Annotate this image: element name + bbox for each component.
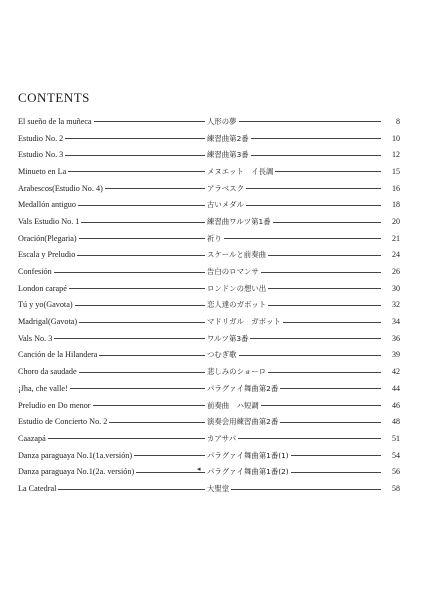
spanish-title: Canción de la Hilandera: [18, 350, 98, 360]
page-number: 42: [381, 367, 400, 376]
japanese-title: パラグァイ舞曲第2番: [207, 383, 279, 393]
japanese-title: ワルツ第3番: [207, 333, 249, 343]
spanish-title: Vals Estudio No. 1: [18, 216, 80, 226]
page-number: 58: [381, 484, 400, 493]
japanese-title: 練習曲第2番: [207, 133, 249, 143]
toc-entry[interactable]: [18, 430, 400, 447]
page-number: 21: [381, 234, 400, 243]
toc-entry[interactable]: [18, 447, 400, 464]
spanish-title: El sueño de la muñeca: [18, 116, 92, 126]
page-number: 48: [381, 417, 400, 426]
page-number: 18: [381, 200, 400, 209]
page-number: 39: [381, 350, 400, 359]
toc-entry[interactable]: [18, 397, 400, 414]
toc-entry[interactable]: [18, 297, 400, 314]
japanese-title: アラベスク: [207, 183, 244, 193]
japanese-title: 演奏会用練習曲第2番: [207, 417, 279, 427]
toc-entry[interactable]: [18, 213, 400, 230]
japanese-title: 大聖堂: [207, 483, 230, 493]
japanese-title: 練習曲第3番: [207, 150, 249, 160]
japanese-title: つむぎ歌: [207, 350, 237, 360]
toc-entry[interactable]: [18, 130, 400, 147]
toc-entry[interactable]: [18, 113, 400, 130]
toc-entry[interactable]: [18, 230, 400, 247]
page-number: 26: [381, 267, 400, 276]
toc-entry[interactable]: [18, 263, 400, 280]
page-number: 54: [381, 451, 400, 460]
page-number: 44: [381, 384, 400, 393]
japanese-title: マドリガル ガボット: [207, 317, 281, 327]
toc-entry[interactable]: [18, 196, 400, 213]
japanese-title: 古いメダル: [207, 200, 244, 210]
page-number: 20: [381, 217, 400, 226]
toc-entry[interactable]: [18, 463, 400, 480]
spanish-title: Estudio de Concierto No. 2: [18, 417, 108, 427]
toc-entry[interactable]: [18, 163, 400, 180]
toc-entry[interactable]: [18, 180, 400, 197]
table-of-contents: [18, 113, 400, 497]
spanish-title: Danza paraguaya No.1(2a. versión): [18, 467, 135, 477]
spanish-title: Danza paraguaya No.1(1a.versión): [18, 450, 133, 460]
page-number: 51: [381, 434, 400, 443]
spanish-title: Caazapá: [18, 433, 46, 443]
page-number: 10: [381, 134, 400, 143]
toc-entry[interactable]: [18, 247, 400, 264]
toc-entry[interactable]: [18, 313, 400, 330]
spanish-title: Madrigal(Gavota): [18, 317, 78, 327]
spanish-title: La Catedral: [18, 483, 57, 493]
spanish-title: Arabescos(Estudio No. 4): [18, 183, 103, 193]
japanese-title: スケールと前奏曲: [207, 250, 266, 260]
toc-entry[interactable]: [18, 380, 400, 397]
spanish-title: Escala y Preludio: [18, 250, 76, 260]
spanish-title: Minueto en La: [18, 166, 67, 176]
spanish-title: London carapé: [18, 283, 67, 293]
page-number: 16: [381, 184, 400, 193]
spanish-title: Vals No. 3: [18, 333, 53, 343]
spanish-title: Oración(Plegaria): [18, 233, 77, 243]
spanish-title: Confesión: [18, 267, 52, 277]
spanish-title: Medallón antiguo: [18, 200, 76, 210]
toc-entry[interactable]: [18, 330, 400, 347]
japanese-title: ◂ パラグァイ舞曲第1番(2): [205, 466, 291, 477]
japanese-title: 告白のロマンサ: [207, 267, 259, 277]
spanish-title: Choro da saudade: [18, 367, 77, 377]
spanish-title: ¡Jha, che valle!: [18, 383, 68, 393]
japanese-title: 前奏曲 ハ短調: [207, 400, 259, 410]
spanish-title: Estudio No. 3: [18, 150, 64, 160]
japanese-title: カアサパ: [207, 433, 237, 443]
page-number: 30: [381, 284, 400, 293]
page-number: 36: [381, 334, 400, 343]
japanese-title: パラグァイ舞曲第1番(1): [207, 450, 289, 460]
spanish-title: Estudio No. 2: [18, 133, 64, 143]
page-number: 8: [381, 117, 400, 126]
japanese-title: 練習曲ワルツ第1番: [207, 216, 271, 226]
japanese-title: 恋人達のガボット: [207, 300, 267, 310]
page-title: CONTENTS: [18, 90, 90, 105]
page-number: 34: [381, 317, 400, 326]
spanish-title: Tú y yo(Gavota): [18, 300, 73, 310]
page-number: 32: [381, 300, 400, 309]
japanese-title: 人形の夢: [207, 116, 237, 126]
toc-entry[interactable]: [18, 480, 400, 497]
spanish-title: Preludio en Do menor: [18, 400, 91, 410]
toc-entry[interactable]: [18, 347, 400, 364]
page-number: 56: [381, 467, 400, 476]
japanese-title: メヌエット イ長調: [207, 166, 274, 176]
page-number: 12: [381, 150, 400, 159]
page-number: 24: [381, 250, 400, 259]
toc-entry[interactable]: [18, 280, 400, 297]
japanese-title: ロンドンの想い出: [207, 283, 267, 293]
page-number: 15: [381, 167, 400, 176]
toc-entry[interactable]: [18, 363, 400, 380]
japanese-title: 悲しみのショーロ: [207, 367, 266, 377]
japanese-title: 祈り: [207, 233, 222, 243]
page-number: 46: [381, 401, 400, 410]
toc-entry[interactable]: [18, 413, 400, 430]
toc-entry[interactable]: [18, 146, 400, 163]
